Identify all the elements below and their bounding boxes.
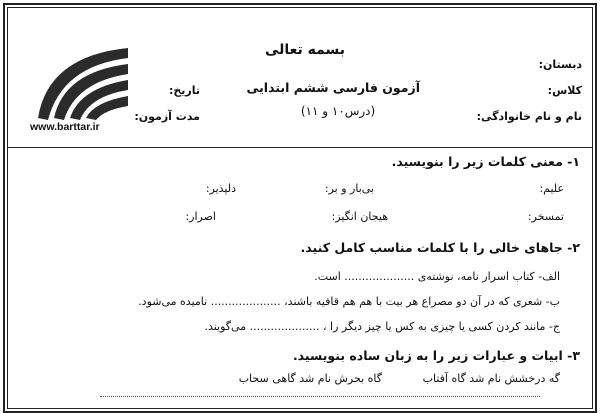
q2-line-c: ج- مانند کردن کسی یا چیزی به کس یا چیز دیگر را ، .................... می‌گویند. bbox=[204, 320, 560, 333]
answer-line bbox=[100, 396, 540, 397]
school-field-label: دبستان: bbox=[538, 58, 582, 71]
date-field-label: تاریخ: bbox=[168, 84, 200, 97]
q2-line-a: الف- کتاب اسرار نامه، نوشته‌ی .................... است. bbox=[314, 270, 560, 283]
exam-name: آزمون فارسی ششم ابتدایی bbox=[246, 80, 420, 95]
lesson-range: (درس۱۰ و ۱۱) bbox=[300, 104, 376, 118]
q1-word-3: دلپذیر: bbox=[205, 182, 236, 195]
q1-word-6: اصرار: bbox=[185, 210, 216, 223]
q1-word-4: تمسخر: bbox=[527, 210, 564, 223]
question-2-title: ۲- جاهای خالی را با کلمات مناسب کامل کنید. bbox=[300, 240, 580, 255]
q3-verse-half-2: گاه بحرش نام شد گاهی سحاب bbox=[238, 372, 382, 385]
q1-word-5: هیجان انگیز: bbox=[331, 210, 388, 223]
q1-word-1: علیم: bbox=[539, 182, 564, 195]
website-url: www.barttar.ir bbox=[30, 121, 100, 133]
q3-verse-half-1: گه درخشش نام شد گاه آفتاب bbox=[422, 372, 560, 385]
question-1-title: ۱- معنی کلمات زیر را بنویسید. bbox=[391, 154, 580, 169]
student-name-field-label: نام و نام خانوادگی: bbox=[476, 110, 582, 123]
page-title: بسمه تعالی bbox=[264, 42, 346, 58]
q1-word-2: بی‌بار و بر: bbox=[324, 182, 374, 195]
class-field-label: کلاس: bbox=[547, 84, 582, 97]
header-divider bbox=[7, 147, 593, 148]
exam-duration-field-label: مدت آزمون: bbox=[134, 110, 200, 123]
question-3-title: ۳- ابیات و عبارات زیر را به زبان ساده بنویسید. bbox=[292, 348, 580, 363]
barttar-logo-icon bbox=[28, 38, 140, 130]
q2-line-b: ب- شعری که در آن دو مصراع هر بیت با هم هم قافیه باشند، .................... نامیده می‌شود. bbox=[138, 295, 560, 308]
